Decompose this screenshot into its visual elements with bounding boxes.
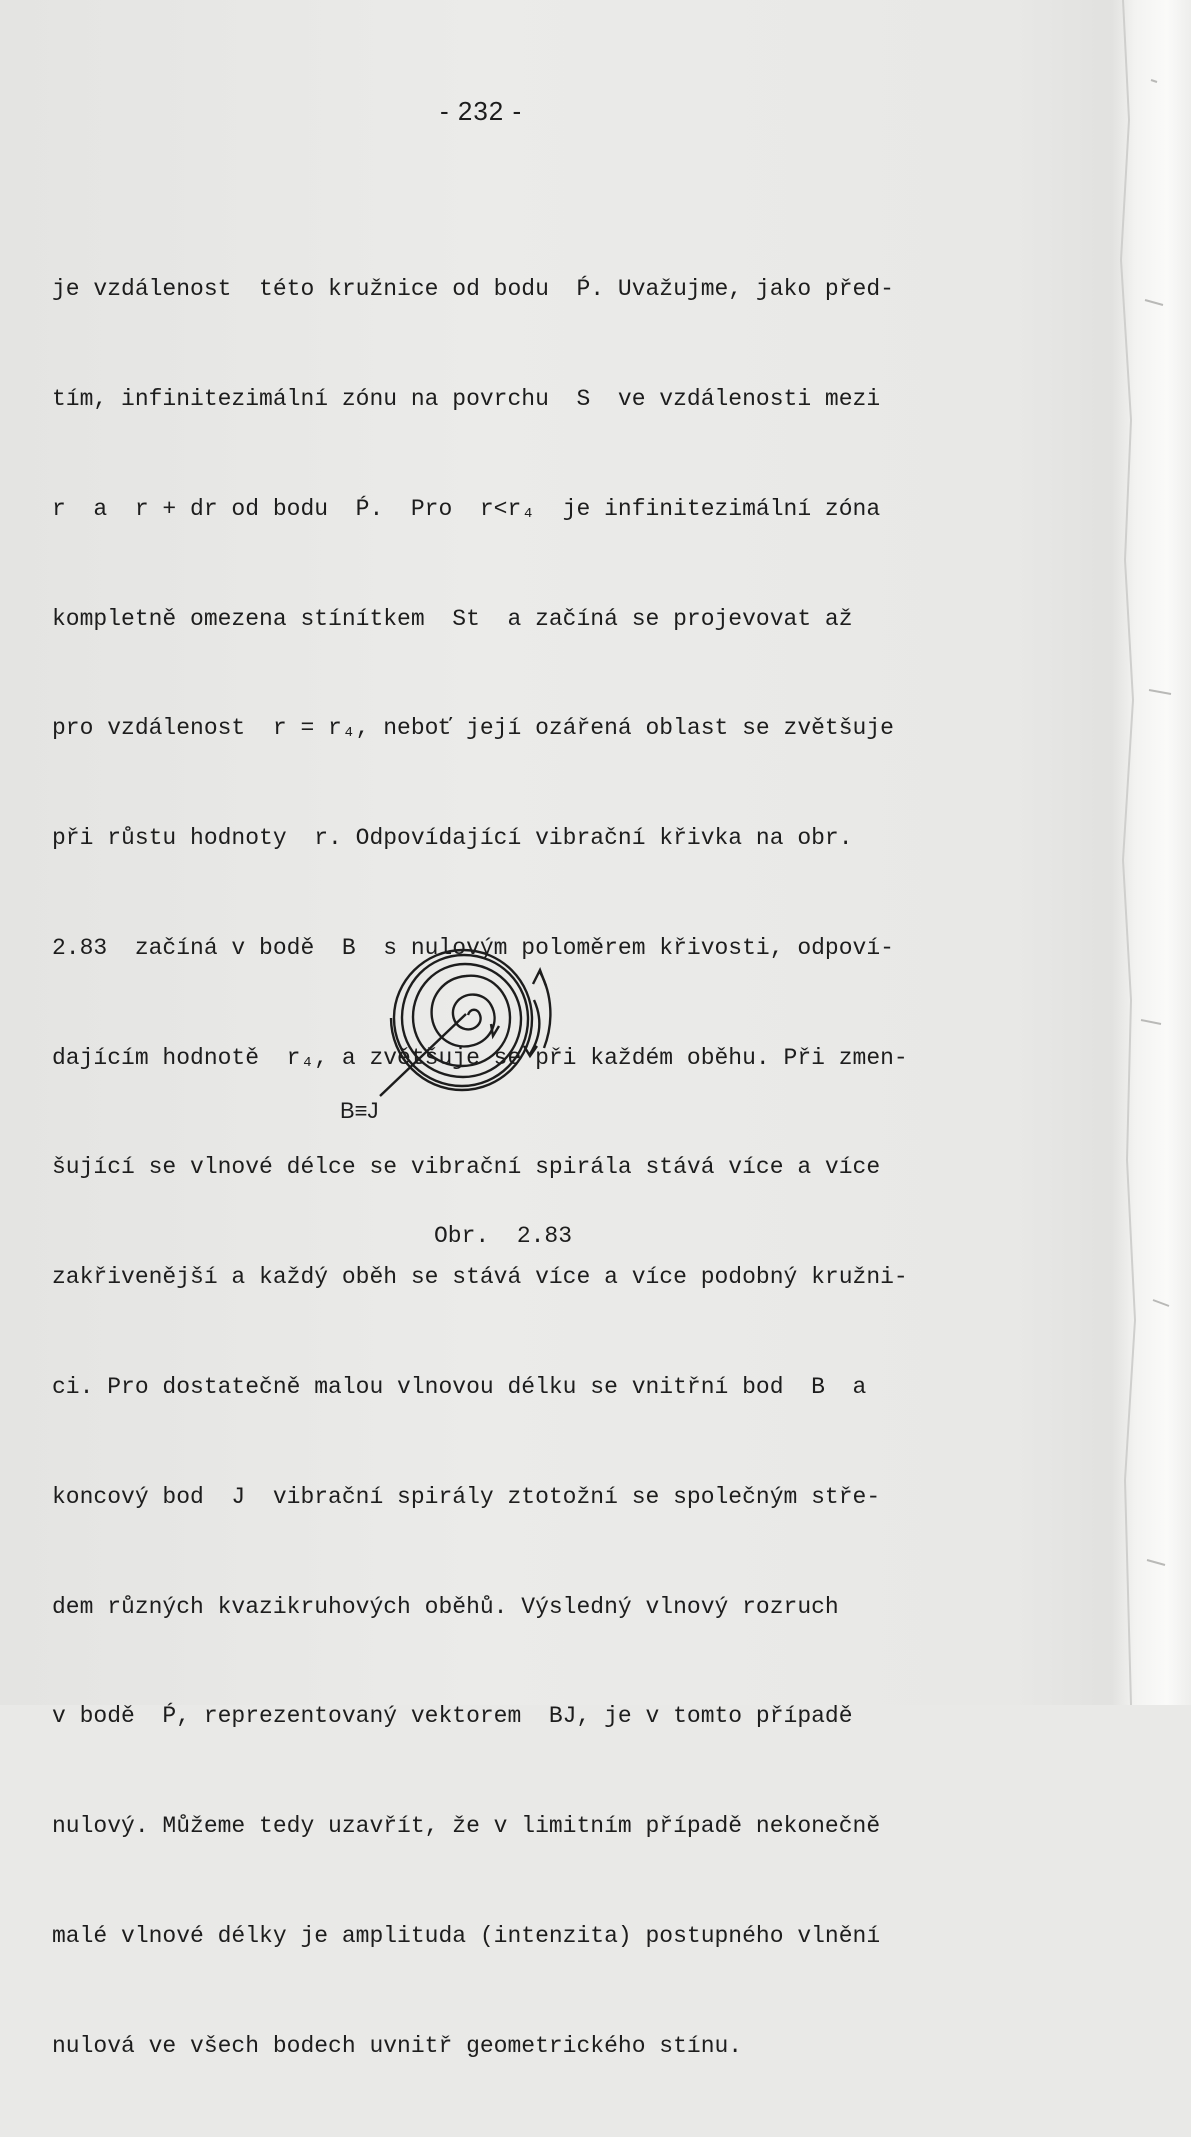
body-line: je vzdálenost této kružnice od bodu Ṕ. Uvažujme, jako před- [52, 276, 894, 303]
body-line: šující se vlnové délce se vibrační spirála stává více a více [52, 1154, 881, 1181]
body-line: nulový. Můžeme tedy uzavřít, že v limitním případě nekonečně [52, 1813, 881, 1840]
inner-arrow-head [491, 1024, 499, 1036]
body-line: v bodě Ṕ, reprezentovaný vektorem BJ, je v tomto případě [52, 1703, 853, 1730]
figure-label: B≡J [340, 1098, 379, 1123]
body-line: r a r + dr od bodu Ṕ. Pro r<r₄ je infinitezimální zóna [52, 495, 881, 522]
body-line: kompletně omezena stínítkem St a začíná se projevovat až [52, 605, 853, 632]
body-line: dajícím hodnotě r₄, a zvětšuje se při každém oběhu. Při zmen- [52, 1044, 908, 1071]
body-line: malé vlnové délky je amplituda (intenzita) postupného vlnění [52, 1922, 881, 1949]
bj-vector-line [380, 1014, 466, 1096]
body-line: dem různých kvazikruhových oběhů. Výsledný vlnový rozruch [52, 1593, 839, 1620]
body-paragraph [52, 198, 1022, 2137]
body-line: ci. Pro dostatečně malou vlnovou délku se vnitřní bod B a [52, 1374, 867, 1400]
vibration-spiral-figure [340, 900, 580, 1130]
figure-caption: Obr. 2.83 [434, 1223, 573, 1249]
body-line: koncový bod J vibrační spirály ztotožní se společným stře- [52, 1483, 881, 1510]
body-line: 2.83 začíná v bodě B s nulovým poloměrem křivosti, odpoví- [52, 934, 894, 961]
body-line: tím, infinitezimální zónu na povrchu S ve vzdálenosti mezi [52, 385, 881, 412]
body-line: pro vzdálenost r = r₄, neboť její ozářená oblast se zvětšuje [52, 715, 894, 742]
body-line: při růstu hodnoty r. Odpovídající vibrační křivka na obr. [52, 825, 853, 852]
torn-paper-edge [1111, 0, 1191, 1705]
body-line: nulová ve všech bodech uvnitř geometrického stínu. [52, 2032, 743, 2059]
outer-arrow-head [533, 970, 546, 986]
page-number: - 232 - [440, 96, 523, 126]
torn-edge-texture [1111, 0, 1191, 1705]
body-line: zakřivenější a každý oběh se stává více a více podobný kružni- [52, 1264, 908, 1291]
